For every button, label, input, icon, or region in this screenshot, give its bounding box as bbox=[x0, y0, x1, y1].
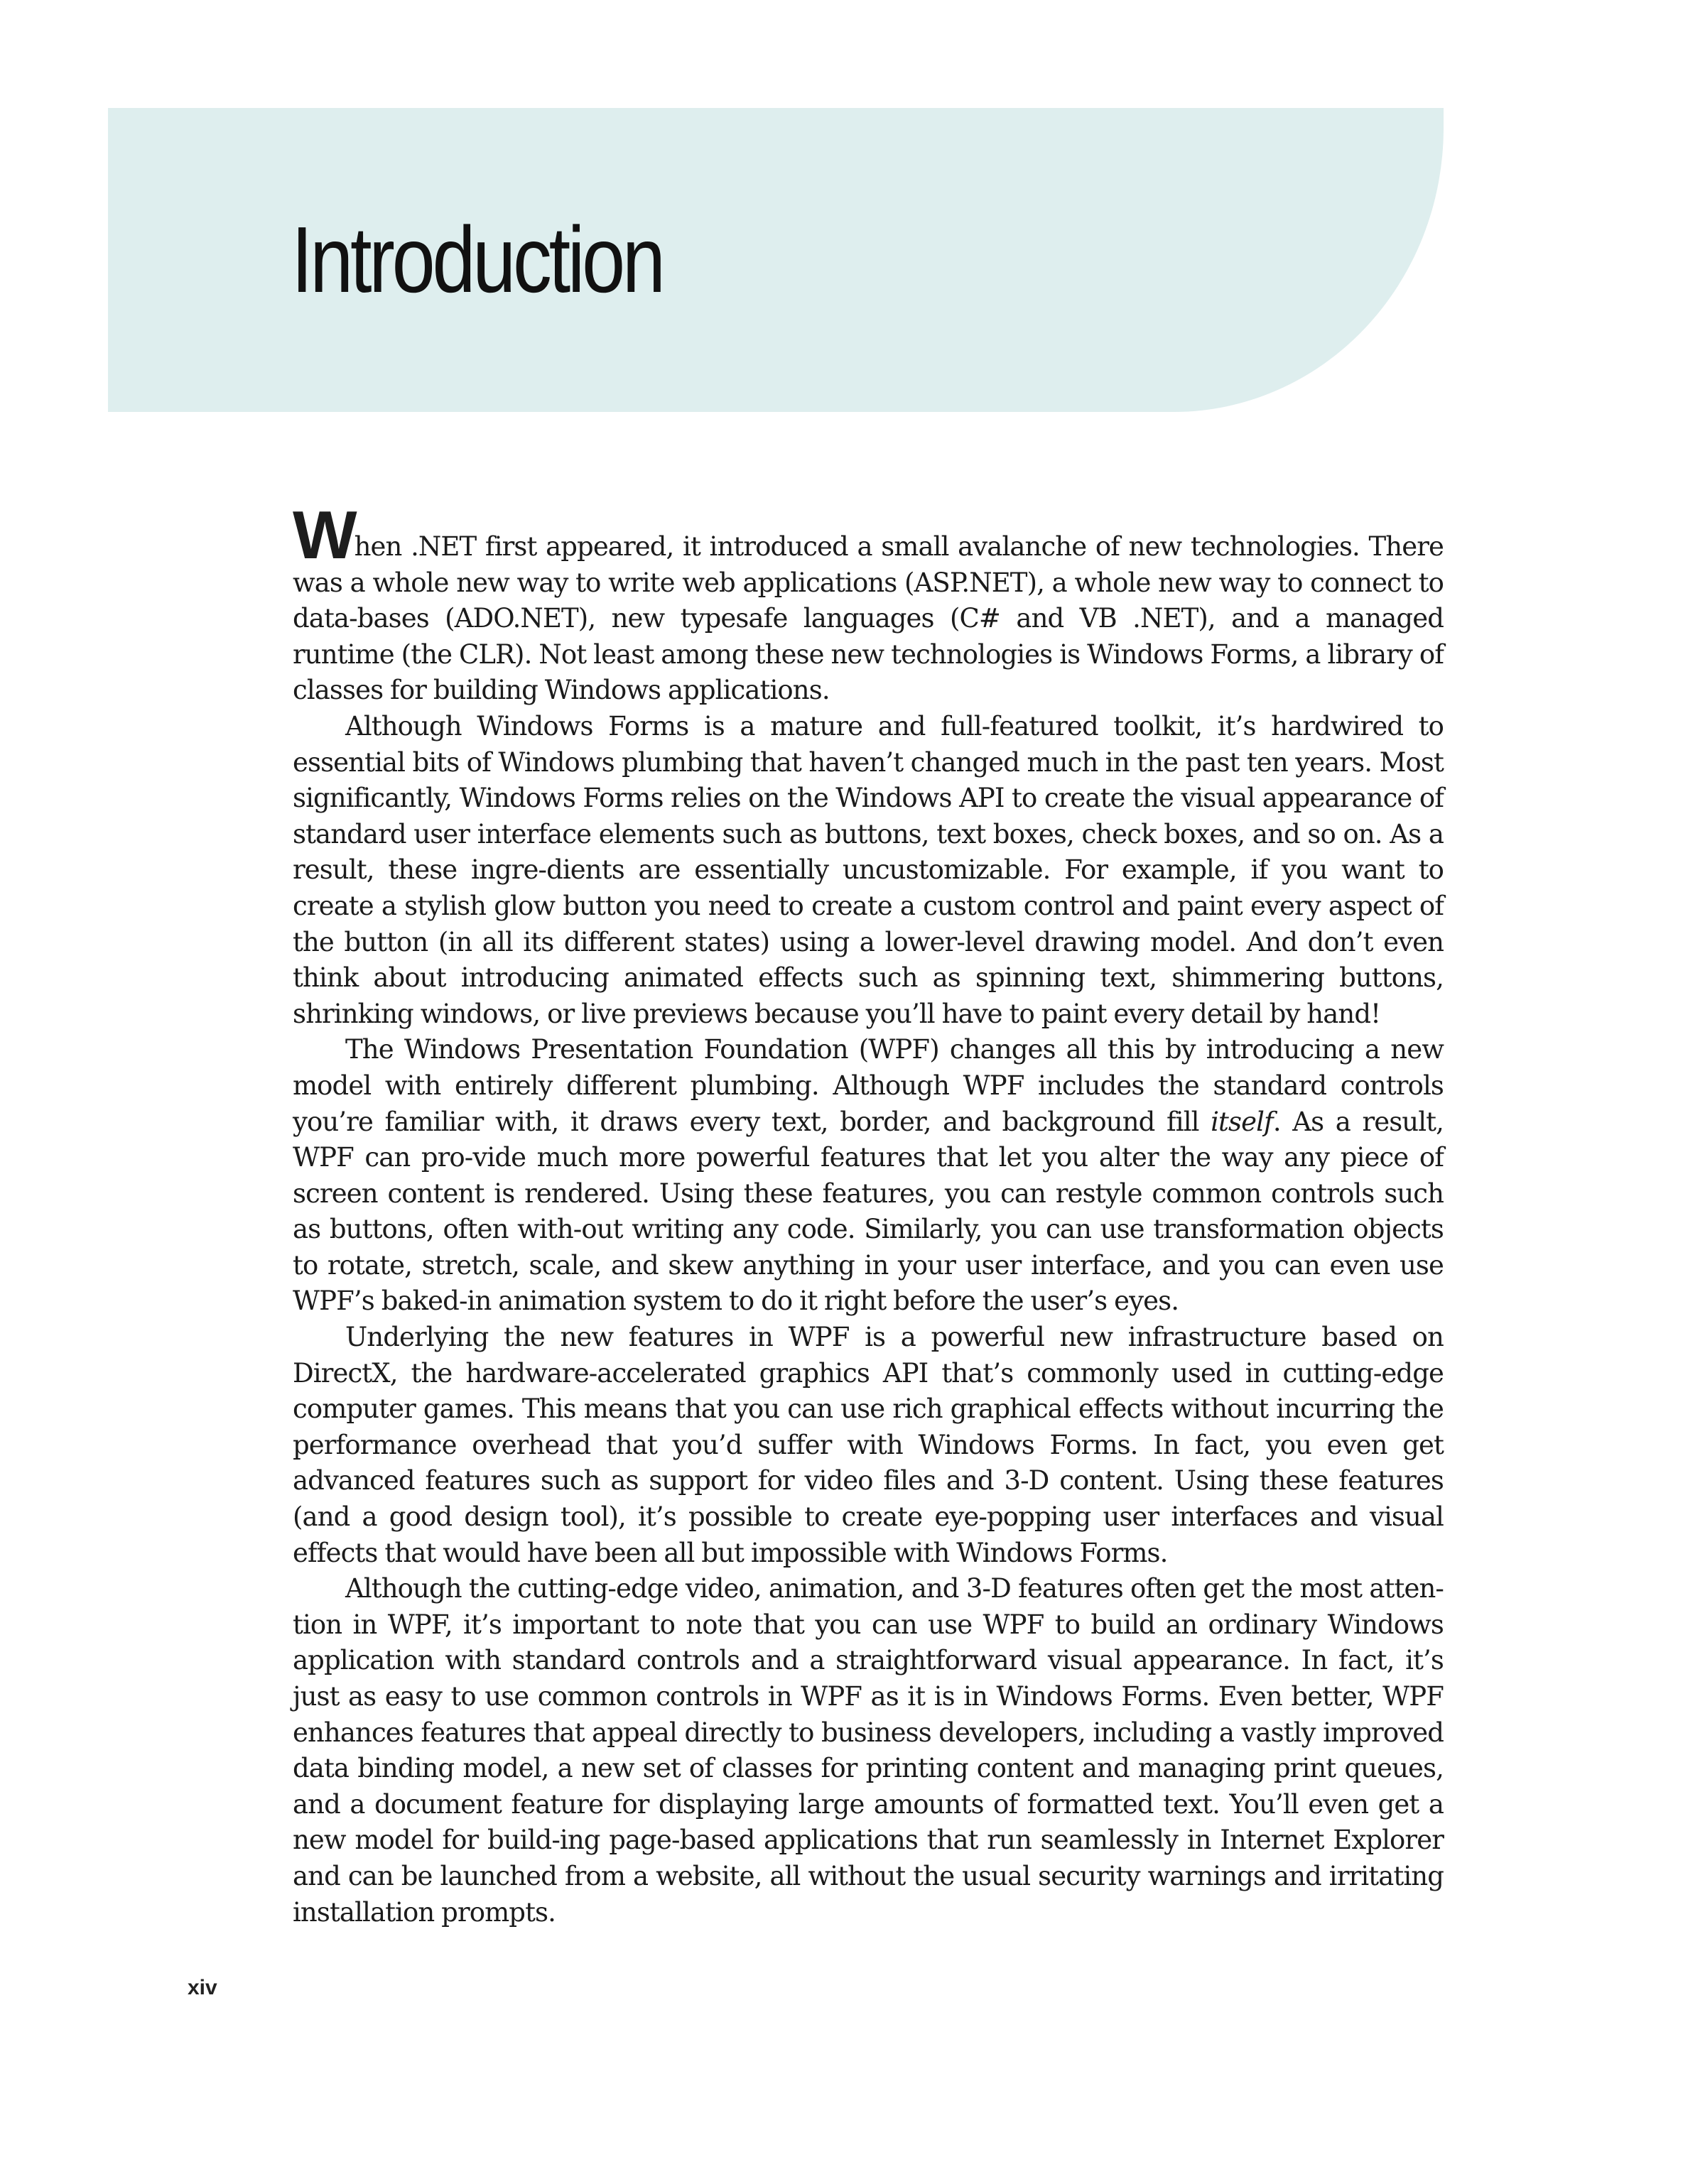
chapter-title: Introduction bbox=[291, 207, 663, 312]
paragraph-4: Underlying the new features in WPF is a powerful new infrastructure based on DirectX, the hardware-accelerated graphics API that’s commonly used in cutting-edge computer games. This means that you can use rich graphical effects without incurring the performance overhead that you’d suffer with Windows Forms. In fact, you even get advanced features such as support for video files and 3-D content. Using these features (and a good design tool), it’s possible to create eye-popping user interfaces and visual effects that would have been all but impossible with Windows Forms. bbox=[293, 1322, 1444, 1568]
paragraph-1 bbox=[293, 497, 1444, 709]
drop-cap: W bbox=[293, 497, 354, 573]
paragraph-5: Although the cutting-edge video, animation, and 3-D features often get the most atten-tion in WPF, it’s important to note that you can use WPF to build an ordinary Windows application with standard controls and a straightforward visual appearance. In fact, it’s just as easy to use common controls in WPF as it is in Windows Forms. Even better, WPF enhances features that appeal directly to business developers, including a vastly improved data binding model, a new set of classes for printing content and managing print queues, and a document feature for displaying large amounts of formatted text. You’ll even get a new model for build-ing page-based applications that run seamlessly in Internet Explorer and can be launched from a website, all without the usual security warnings and irritating installation prompts. bbox=[293, 1573, 1444, 1928]
paragraph-1-text: hen .NET first appeared, it introduced a small avalanche of new technologies. There was a whole new way to write web applications (ASP.NET), a whole new way to connect to data-bases (ADO.NET), new typesafe languages (C# and VB .NET), and a managed runtime (the CLR). Not least among these new technologies is Windows Forms, a library of classes for building Windows applications. bbox=[293, 531, 1444, 706]
paragraph-2: Although Windows Forms is a mature and full-featured toolkit, it’s hardwired to essential bits of Windows plumbing that haven’t changed much in the past ten years. Most significantly, Windows Forms relies on the Windows API to create the visual appearance of standard user interface elements such as buttons, text boxes, check boxes, and so on. As a result, these ingre-dients are essentially uncustomizable. For example, if you want to create a stylish glow button you need to create a custom control and paint every aspect of the button (in all its different states) using a lower-level drawing model. And don’t even think about introducing animated effects such as spinning text, shimmering buttons, shrinking windows, or live previews because you’ll have to paint every detail by hand! bbox=[293, 710, 1444, 1029]
paragraph-3-text-before: The Windows Presentation Foundation (WPF) changes all this by introducing a new model with entirely different plumbing. Although WPF includes the standard controls you’re familiar with, it draws every text, border, and background fill bbox=[293, 1034, 1444, 1137]
paragraph-3-emphasis: itself bbox=[1211, 1106, 1273, 1137]
page-number: xiv bbox=[188, 1976, 217, 1999]
body-text bbox=[293, 497, 1444, 1930]
paragraph-3 bbox=[293, 1032, 1444, 1320]
paragraph-3-text-after: . As a result, WPF can pro-vide much more powerful features that let you alter the way any piece of screen content is rendered. Using these features, you can restyle common controls such as buttons, often with-out writing any code. Similarly, you can use transformation objects to rotate, stretch, scale, and skew anything in your user interface, and you can even use WPF’s baked-in animation system to do it right before the user’s eyes. bbox=[293, 1106, 1444, 1317]
